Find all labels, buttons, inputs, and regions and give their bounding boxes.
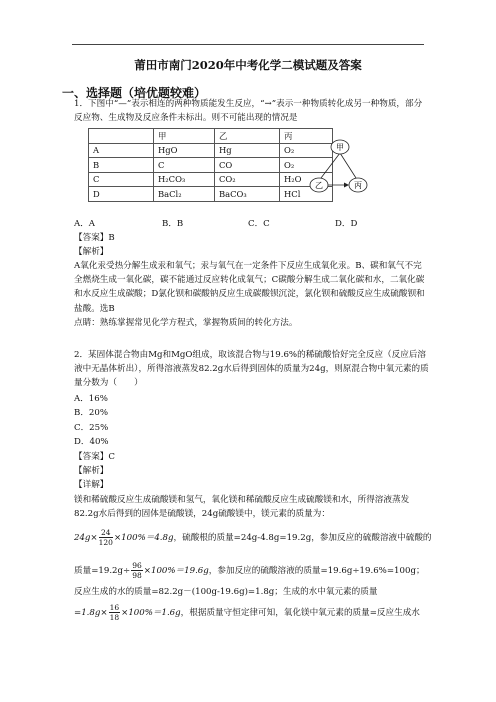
q2-detail-sentence: 镁和稀硫酸反应生成硫酸镁和氢气，氧化镁和稀硫酸反应生成硫酸镁和水，所得溶液蒸发82.2g水后得到的固体是硫酸镁， [74,495,410,520]
q1-relation-diagram [306,136,370,198]
q2-equation-3 [74,603,420,622]
q1-answer: 【答案】B [74,233,115,243]
table-cell: 丙 [280,129,333,144]
table-cell: Hg [215,143,280,158]
q1-analysis: A氧化汞受热分解生成汞和氧气；汞与氧气在一定条件下反应生成氧化汞。B、碳和氧气不完全燃烧生成一氧化碳，碳不能通过反应转化成氧气；C碳酸分解生成二氧化碳和水，二氧化碳和水反应生成碳酸；D氯化钡和碳酸钠反应生成碳酸钡沉淀，氯化钡和硫酸反应生成硫酸钡和盐酸。选B [74,261,425,314]
table-cell [89,129,154,144]
table-cell: 乙 [215,129,280,144]
table-row [89,172,333,187]
fraction [131,561,143,580]
q2-detail-label: 【详解】 [74,480,109,490]
q2-option: D．40% [74,437,109,447]
q1-option: A．A [74,219,96,229]
table-cell: O₂ [280,143,333,158]
table-row [89,187,333,202]
q1-analysis-label: 【解析】 [74,247,109,257]
q2-equation-1 [74,528,432,547]
q1-comment: 点睛：熟练掌握常见化学方程式，掌握物质间的转化方法。 [74,318,298,328]
node-label-left: 乙 [315,181,323,190]
table-cell: C [89,172,154,187]
q2-option: B．20% [74,408,109,418]
q2-analysis-label: 【解析】 [74,466,109,476]
node-label-top: 甲 [336,143,344,152]
q1-stem: 1．下图中“—”表示相连的两种物质能发生反应，“→”表示一种物质转化成另一种物质，部分反应物、生成物及反应条件未标出。则不可能出现的情况是 [74,99,423,124]
fraction [109,603,121,622]
diagram-link [321,153,340,178]
eq-text: =1.8g× [74,608,108,618]
fraction-numerator: 16 [109,603,120,612]
table-row [89,158,333,173]
q2-line-3: 反应生成的水的质量=82.2g－(100g-19.6g)=1.8g；生成的水中氧元素的质量 [74,587,378,597]
eq-tail-text: ，参加反应的硫酸溶液的质量=19.6g÷19.6%=100g； [208,566,425,576]
table-row [89,143,333,158]
section-title: 一、选择题（培优题较难） [62,86,207,100]
q1-table [88,128,333,202]
table-cell: A [89,143,154,158]
q2-detail-text [74,493,429,521]
q2-answer: 【答案】C [74,452,115,462]
fraction-denominator: 120 [98,538,113,547]
eq-text: ×100%＝4.8g [113,533,174,543]
eq-text: ×100%＝1.6g [121,608,181,618]
table-cell: BaCO₃ [215,187,280,202]
eq-text: ×100%＝19.6g [143,566,209,576]
fraction-denominator: 18 [109,613,120,622]
page-title: 莆田市南门2020年中考化学二模试题及答案 [134,58,362,72]
table-cell: H₂CO₃ [154,172,215,187]
table-cell: D [89,187,154,202]
diagram-link [340,153,356,178]
table-cell: O₂ [280,158,333,173]
table-cell: H₂O [280,172,333,187]
q1-option: C．C [248,219,270,229]
q2-detail-sentence: 24g硫酸镁中，镁元素的质量为： [201,509,330,520]
node-label-right: 丙 [354,181,362,190]
q2-stem: 2．某固体混合物由Mg和MgO组成，取该混合物与19.6%的稀硫酸恰好完全反应（反应后溶液中无晶体析出），所得溶液蒸发82.2g水后得到固体的质量为24g，则原混合物中氧元素的质量分数为（ ） [74,350,429,389]
table-cell: CO [215,158,280,173]
q1-option: D．D [335,219,358,229]
q2-equation-2 [74,561,425,580]
table-cell: C [154,158,215,173]
q2-option: C．25% [74,423,109,433]
table-cell: HgO [154,143,215,158]
header-rule [72,44,424,45]
arrow-head-icon [344,183,349,188]
table-row [89,129,333,144]
fraction-numerator: 96 [132,561,142,570]
eq-text: 质量=19.2g÷ [74,566,131,576]
fraction-numerator: 24 [99,528,113,538]
fraction [99,528,113,547]
table-cell: B [89,158,154,173]
table-cell: CO₂ [215,172,280,187]
table-cell: BaCl₂ [154,187,215,202]
fraction-denominator: 98 [132,571,142,580]
eq-text: 24g× [74,533,98,543]
table-cell: HCl [280,187,333,202]
q2-option: A．16% [74,394,108,404]
table-cell: 甲 [154,129,215,144]
q1-option: B．B [162,219,184,229]
eq-tail-text: ，硫酸根的质量=24g-4.8g=19.2g，参加反应的硫酸溶液中硫酸的 [173,533,432,543]
eq-tail-text: ，根据质量守恒定律可知，氧化镁中氧元素的质量=反应生成水 [180,608,420,618]
